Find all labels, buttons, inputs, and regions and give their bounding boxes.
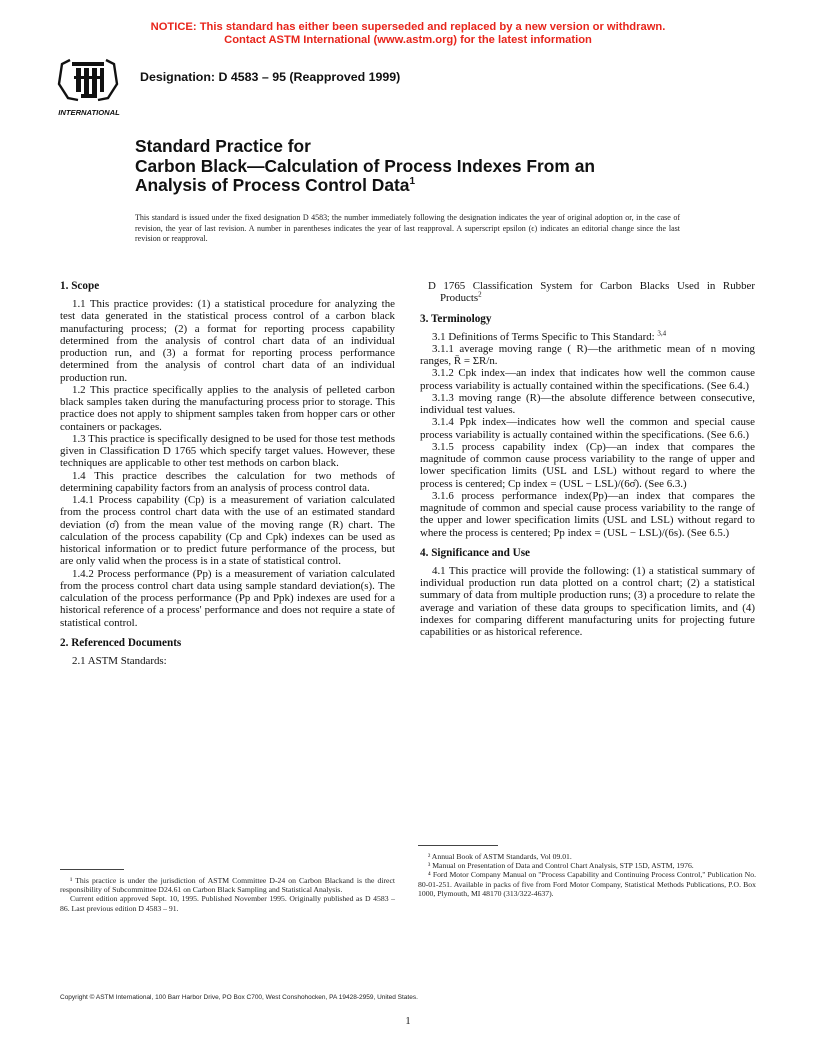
- right-column: [420, 280, 755, 638]
- section-heading-significance: 4. Significance and Use: [420, 546, 531, 559]
- reference-d1765-footnote[interactable]: 2: [478, 290, 482, 299]
- footnotes-left: [60, 876, 395, 913]
- paragraph-1-1: 1.1 This practice provides: (1) a statistical procedure for analyzing the test data generated in the statistical process control of a carbon black manufacturing process; (2) a format for reporting process capability determined from the analysis of control chart data of an individual production run, and (3) a format for reporting process performance determined from the analysis of control chart data of an individual production run.: [60, 298, 395, 384]
- paragraph-1-4-2: 1.4.2 Process performance (Pp) is a measurement of variation calculated from the process control chart data using sample standard deviation(s). The calculation of the process performance (Pp and Ppk) indexes are used for a historical reference of a process' performance and does not require a state of statistical control.: [60, 567, 395, 629]
- footnote-divider-left: [60, 869, 124, 870]
- page-number: 1: [405, 1016, 411, 1027]
- astm-logo: [48, 54, 130, 120]
- paragraph-1-3: 1.3 This practice is specifically designed to be used for those test methods given in Classification D 1765 which specify target values. However, these techniques are applicable to other test methods on carbon black.: [60, 432, 395, 470]
- title-line-2: Carbon Black—Calculation of Process Indexes From an: [135, 155, 596, 176]
- paragraph-1-4: 1.4 This practice describes the calculation for two methods of determining capability factors from an analysis of process control data.: [60, 469, 395, 494]
- paragraph-3-1-3: 3.1.3 moving range (R)—the absolute difference between consecutive, individual test values.: [420, 391, 755, 416]
- notice-line-2: Contact ASTM International (www.astm.org) for the latest information: [224, 34, 592, 46]
- section-heading-references: 2. Referenced Documents: [60, 636, 182, 649]
- paragraph-3-1-4: 3.1.4 Ppk index—indicates how well the common and special cause process variability is actually contained within the specifications. (See 6.6.): [420, 416, 755, 441]
- copyright-line: Copyright © ASTM International, 100 Barr Harbor Drive, PO Box C700, West Conshohocken, PA 19428-2959, United States.: [60, 994, 418, 1001]
- footnote-1-edition: Current edition approved Sept. 10, 1995. Published November 1995. Originally published as D 4583 – 86. Last previous edition D 4583 – 91.: [60, 894, 395, 913]
- paragraph-4-1: 4.1 This practice will provide the following: (1) a statistical summary of individual production run data plotted on a control chart; (2) a statistical summary of data from multiple production runs; (3) a procedure to relate the average and variation of these data groups to specification limits, and (4) indexes for comparing different manufacturing units for projecting future capabilities or as historical reference.: [420, 564, 755, 638]
- notice-line-1: NOTICE: This standard has either been superseded and replaced by a new version or withdrawn.: [150, 21, 666, 33]
- paragraph-3-1-1: 3.1.1 average moving range ( R)—the arithmetic mean of n moving ranges, R̄ = ΣR/n.: [420, 342, 755, 367]
- paragraph-2-1: 2.1 ASTM Standards:: [72, 654, 167, 667]
- paragraph-1-2: 1.2 This practice specifically applies to the analysis of pelleted carbon black samples taken during the manufacturing process prior to storage. This practice does not apply to shipment samples taken from hopper cars or other containers or packages.: [60, 383, 395, 433]
- footnote-divider-right: [418, 845, 498, 846]
- designation: Designation: D 4583 – 95 (Reapproved 1999): [140, 70, 401, 84]
- page-title: [135, 137, 755, 196]
- withdrawal-notice: [0, 21, 816, 47]
- footnote-4: ⁴ Ford Motor Company Manual on "Process Capability and Continuing Process Control," Publication No. 80-01-251. Available in packs of five from Ford Motor Company, Statistical Methods Publications, P.O. Box 1000, Plymouth, MI 48170 (313/322-4637).: [418, 870, 756, 898]
- issued-note: This standard is issued under the fixed designation D 4583; the number immediately following the designation indicates the year of original adoption or, in the case of revision, the year of last revision. A number in parentheses indicates the year of last reapproval. A superscript epsilon (ϵ) indicates an editorial change since the last revision or reapproval.: [135, 213, 680, 244]
- paragraph-3-1-6: 3.1.6 process performance index(Pp)—an index that compares the magnitude of common and special cause process variability to the range of the upper and lower specification limits (USL and LSL) without regard to where the process is centered; Pp index = (USL − LSL)/(6s). (See 6.5.): [420, 489, 755, 539]
- section-heading-scope: 1. Scope: [60, 280, 100, 292]
- paragraph-3-1-footnotes[interactable]: 3,4: [657, 328, 667, 337]
- footnotes-right: [418, 852, 756, 898]
- paragraph-1-4-1: 1.4.1 Process capability (Cp) is a measurement of variation calculated from the process control chart data with the use of an estimated standard deviation (σ̂) from the mean value of the moving range (R) chart. The calculation of the process capability (Cp and Cpk) indexes can be used as historical information or to predict future performance of the process, but are only valid when the process is in a state of statistical control.: [60, 494, 395, 568]
- footnote-2: ² Annual Book of ASTM Standards, Vol 09.01.: [428, 852, 572, 861]
- title-footnote-mark[interactable]: 1: [409, 176, 416, 188]
- footnote-1: ¹ This practice is under the jurisdiction of ASTM Committee D-24 on Carbon Blackand is the direct responsibility of Subcommittee D24.61 on Carbon Black Sampling and Statistical Analysis.: [60, 876, 395, 895]
- reference-d1765[interactable]: D 1765 Classification System for Carbon Blacks Used in Rubber Products: [428, 280, 755, 305]
- footnote-3: ³ Manual on Presentation of Data and Control Chart Analysis, STP 15D, ASTM, 1976.: [428, 861, 694, 871]
- title-line-3: Analysis of Process Control Data: [135, 175, 410, 196]
- section-heading-terminology: 3. Terminology: [420, 312, 492, 325]
- paragraph-3-1-2: 3.1.2 Cpk index—an index that indicates how well the common cause process variability is actually contained within the specifications. (See 6.4.): [420, 367, 755, 392]
- paragraph-3-1: 3.1 Definitions of Terms Specific to This Standard:: [432, 330, 655, 343]
- logo-international-text: INTERNATIONAL: [58, 108, 120, 117]
- left-column: [60, 280, 395, 667]
- paragraph-3-1-5: 3.1.5 process capability index (Cp)—an index that compares the magnitude of common cause process variability to the range of upper and lower specification limits (USL and LSL) without regard to where the process is centered; Cp index = (USL − LSL)/(6σ̂). (See 6.3.): [420, 440, 755, 490]
- title-line-1: Standard Practice for: [135, 136, 311, 156]
